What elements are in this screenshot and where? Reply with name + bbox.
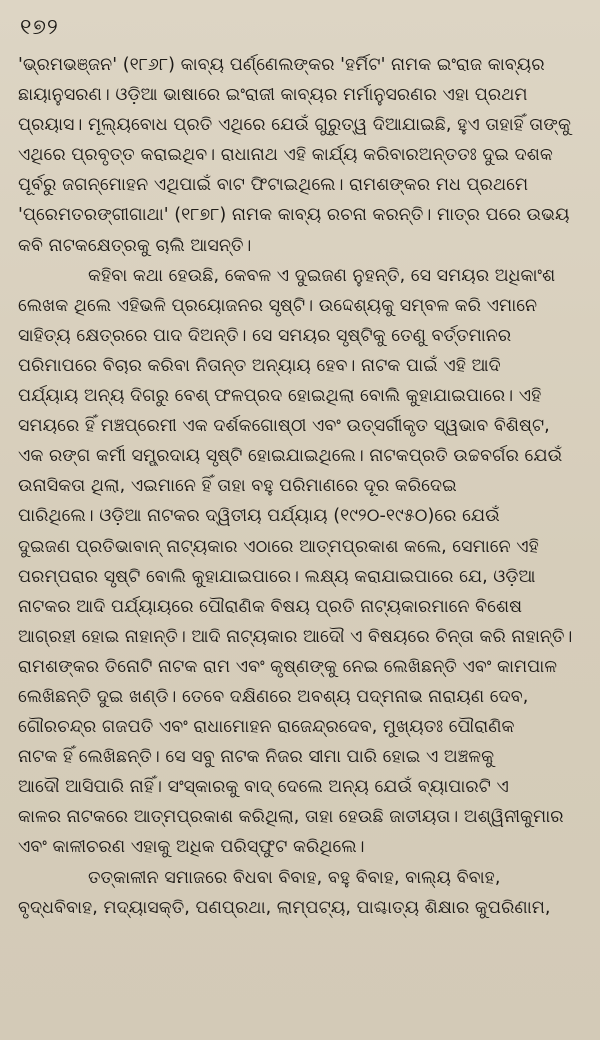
text-line: ଛାୟାନୁସରଣ। ଓଡ଼ିଆ ଭାଷାରେ ଇଂରାଜୀ କାବ୍ୟର ମର୍ମାନୁସରଣର ଏହା ପ୍ରଥମ — [18, 85, 528, 106]
text-line: 'ପ୍ରେମତରଙ୍ଗୀଗାଥା' (୧୮୭୮) ନାମକ କାବ୍ୟ ରଚନା କରନ୍ତି। ମାତ୍ର ପରେ ଉଭୟ — [18, 205, 570, 226]
text-line: ଲେଖକ ଥିଲେ ଏହିଭଳି ପ୍ରୟୋଜନର ସୃଷ୍ଟି। ଉଦ୍ଦେଶ୍ୟକୁ ସମ୍ବଳ କରି ଏମାନେ — [18, 295, 538, 316]
text-line: ଏକ ରଙ୍ଗ କର୍ମୀ ସମ୍ପ୍ରଦାୟ ସୃଷ୍ଟି ହୋଇଯାଇଥିଲେ। ନାଟକପ୍ରତି ଉଚ୍ଚବର୍ଗର ଯେଉଁ — [18, 446, 563, 467]
text-line: ପାରିଥିଲେ। ଓଡ଼ିଆ ନାଟକର ଦ୍ୱିତୀୟ ପର୍ଯ୍ୟାୟ (୧୯୨୦-୧୯୫୦)ରେ ଯେଉଁ — [18, 506, 500, 527]
body-text — [18, 50, 582, 923]
text-line: ଆଗ୍ରହୀ ହୋଇ ନାହାନ୍ତି। ଆଦି ନାଟ୍ୟକାର ଆଦୌ ଏ ବିଷୟରେ ଚିନ୍ତା କରି ନାହାନ୍ତି। — [18, 626, 573, 647]
text-line: ବୃଦ୍ଧବିବାହ, ମଦ୍ୟାସକ୍ତି, ପଣପ୍ରଥା, ଲାମ୍ପଟ୍ୟ, ପାଶ୍ଚାତ୍ୟ ଶିକ୍ଷାର କୁପରିଣାମ, — [18, 897, 551, 918]
text-line: ସାହିତ୍ୟ କ୍ଷେତ୍ରରେ ପାଦ ଦିଅନ୍ତି। ସେ ସମୟର ସୃଷ୍ଟିକୁ ତେଣୁ ବର୍ତ୍ତମାନର — [18, 325, 512, 346]
text-line: ସମୟରେ ହିଁ ମଞ୍ଚପ୍ରେମୀ ଏକ ଦର୍ଶକଗୋଷ୍ଠୀ ଏବଂ ଉତ୍ସର୍ଗୀକୃତ ସ୍ୱଭାବ ବିଶିଷ୍ଟ, — [18, 416, 550, 437]
text-line: ଗୌରଚନ୍ଦ୍ର ଗଜପତି ଏବଂ ରାଧାମୋହନ ରାଜେନ୍ଦ୍ରଦେବ, ମୁଖ୍ୟତଃ ପୌରାଣିକ — [18, 717, 515, 738]
text-line: ପ୍ରୟାସ। ମୂଲ୍ୟବୋଧ ପ୍ରତି ଏଥିରେ ଯେଉଁ ଗୁରୁତ୍ୱ ଦିଆଯାଇଛି, ହୁଏ ତାହାହିଁ ତାଙ୍କୁ — [18, 115, 571, 136]
paragraph-2 — [18, 261, 582, 863]
text-line: ନାଟକର ଆଦି ପର୍ଯ୍ୟାୟରେ ପୌରାଣିକ ବିଷୟ ପ୍ରତି ନାଟ୍ୟକାରମାନେ ବିଶେଷ — [18, 596, 523, 617]
text-line: ପର୍ଯ୍ୟାୟ ଅନ୍ୟ ଦିଗରୁ ବେଶ୍ ଫଳପ୍ରଦ ହୋଇଥିଲା ବୋଲି କୁହାଯାଇପାରେ। ଏହି — [18, 386, 542, 407]
text-line: ପରିମାପରେ ବିଚାର କରିବା ନିତାନ୍ତ ଅନ୍ୟାୟ ହେବ। ନାଟକ ପାଇଁ ଏହି ଆଦି — [18, 355, 501, 376]
text-line: ଦୁଇଜଣ ପ୍ରତିଭାବାନ୍ ନାଟ୍ୟକାର ଏଠାରେ ଆତ୍ମପ୍ରକାଶ କଲେ, ସେମାନେ ଏହି — [18, 536, 539, 557]
text-line: ରାମଶଙ୍କର ତିନୋଟି ନାଟକ ରାମ ଏବଂ କୃଷ୍ଣଙ୍କୁ ନେଇ ଲେଖିଛନ୍ତି ଏବଂ କାମପାଳ — [18, 656, 558, 677]
paragraph-3 — [18, 863, 582, 923]
text-line: ଲେଖିଛନ୍ତି ଦୁଇ ଖଣ୍ଡି। ତେବେ ଦକ୍ଷିଣରେ ଅବଶ୍ୟ ପଦ୍ମନାଭ ନାରାୟଣ ଦେବ, — [18, 686, 529, 707]
text-line: ନାଟକ ହିଁ ଲେଖିଛନ୍ତି। ସେ ସବୁ ନାଟକ ନିଜର ସୀମା ପାରି ହୋଇ ଏ ଅଞ୍ଚଳକୁ — [18, 747, 495, 768]
text-line: ପରମ୍ପରାର ସୃଷ୍ଟି ବୋଲି କୁହାଯାଇପାରେ। ଲକ୍ଷ୍ୟ କରାଯାଇପାରେ ଯେ, ଓଡ଼ିଆ — [18, 566, 536, 587]
text-line: କହିବା କଥା ହେଉଛି, କେବଳ ଏ ଦୁଇଜଣ ନୁହନ୍ତି, ସେ ସମୟର ଅଧିକାଂଶ — [88, 265, 556, 286]
text-line: ତତ୍କାଳୀନ ସମାଜରେ ବିଧବା ବିବାହ, ବହୁ ବିବାହ, ବାଲ୍ୟ ବିବାହ, — [88, 867, 501, 888]
page-number: ୧୭୨ — [20, 15, 59, 40]
text-line: ଆଦୌ ଆସିପାରି ନାହିଁ। ସଂସ୍କାରକୁ ବାଦ୍ ଦେଲେ ଅନ୍ୟ ଯେଉଁ ବ୍ୟାପାରଟି ଏ — [18, 777, 509, 798]
paragraph-1 — [18, 50, 582, 261]
text-line: ଉନାସିକତା ଥିଲା, ଏଇମାନେ ହିଁ ତାହା ବହୁ ପରିମାଣରେ ଦୂର କରିଦେଇ — [18, 476, 457, 497]
text-line: କବି ନାଟକକ୍ଷେତ୍ରକୁ ଚାଲି ଆସନ୍ତି। — [18, 235, 252, 256]
text-line: ଏଥିରେ ପ୍ରବୃତ୍ତ କରାଇଥିବ। ରାଧାନାଥ ଏହି କାର୍ଯ୍ୟ କରିବାରଅନ୍ତତଃ ଦୁଇ ଦଶକ — [18, 145, 553, 166]
text-line: ପୂର୍ବରୁ ଜଗନ୍ମୋହନ ଏଥିପାଇଁ ବାଟ ଫିଟାଇଥିଲେ। ରାମଶଙ୍କର ମଧ ପ୍ରଥମେ — [18, 175, 529, 196]
text-line: ଏବଂ କାଳୀଚରଣ ଏହାକୁ ଅଧିକ ପରିସ୍ଫୁଟ କରିଥିଲେ। — [18, 837, 365, 858]
text-line: 'ଭ୍ରମଭଞ୍ଜନ' (୧୮୬୮) କାବ୍ୟ ପର୍ଣ୍ଣେଲଙ୍କର 'ହର୍ମିଟ' ନାମକ ଇଂରାଜ କାବ୍ୟର — [18, 55, 545, 75]
text-line: କାଳର ନାଟକରେ ଆତ୍ମପ୍ରକାଶ କରିଥିଲା, ତାହା ହେଉଛି ଜାତୀୟତା। ଅଶ୍ୱିନୀକୁମାର — [18, 807, 564, 828]
